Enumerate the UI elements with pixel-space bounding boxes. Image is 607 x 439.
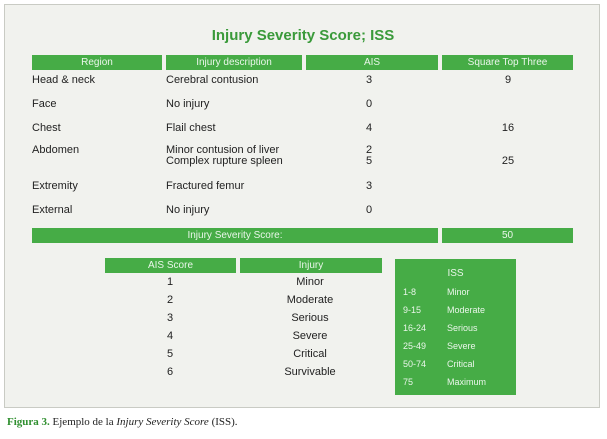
figure-panel [4,4,600,408]
iss-box-title: ISS [447,268,464,279]
ais-score-cell: 3 [166,312,174,324]
caption-figure-number: Figura 3. [7,416,50,428]
region-cell: Chest [32,122,61,134]
description-cell: Cerebral contusion [166,74,259,86]
iss-range: 1-8 [403,287,417,297]
iss-range: 25-49 [403,341,427,351]
ais-cell: 0 [365,204,373,216]
iss-total-label: Injury Severity Score: [32,228,438,243]
iss-range: 75 [403,377,414,387]
region-cell: Head & neck [32,74,95,86]
ais-score-cell: 1 [166,276,174,288]
figure-title: Injury Severity Score; ISS [211,27,395,44]
injury-level-cell: Serious [291,312,329,324]
injury-level-cell: Severe [292,330,328,342]
description-cell: No injury [166,204,210,216]
header-ais: AIS [306,55,438,70]
iss-range-label: Minor [447,287,470,297]
ais-score-cell: 6 [166,366,174,378]
ais-score-cell: 4 [166,330,174,342]
description-cell: Minor contusion of liver [166,144,280,156]
iss-range-label: Maximum [447,377,487,387]
description-cell: Fractured femur [166,180,245,192]
ais-score-cell: 5 [166,348,174,360]
ais-score-cell: 2 [166,294,174,306]
ais-cell: 2 [365,144,373,156]
header-square-top-three: Square Top Three [442,55,573,70]
square-cell: 9 [504,74,512,86]
region-cell: Face [32,98,57,110]
header-ais-score: AIS Score [105,258,236,273]
iss-range-label: Serious [447,323,478,333]
iss-range-label: Moderate [447,305,486,315]
injury-level-cell: Moderate [286,294,334,306]
square-cell: 16 [501,122,515,134]
iss-range-label: Critical [447,359,475,369]
region-cell: External [32,204,73,216]
ais-cell: 3 [365,74,373,86]
injury-level-cell: Critical [293,348,327,360]
caption-text-end: (ISS). [208,416,238,428]
ais-cell: 3 [365,180,373,192]
ais-cell: 0 [365,98,373,110]
iss-range: 9-15 [403,305,422,315]
iss-total-value: 50 [442,228,573,243]
ais-cell: 4 [365,122,373,134]
description-cell: Complex rupture spleen [166,155,283,167]
header-injury: Injury [240,258,382,273]
description-cell: No injury [166,98,210,110]
ais-cell: 5 [365,155,373,167]
header-injury-description: Injury description [166,55,302,70]
injury-level-cell: Survivable [284,366,336,378]
caption-italic-text: Injury Severity Score [116,416,209,428]
square-cell: 25 [501,155,515,167]
figure-caption [7,416,238,428]
header-region: Region [32,55,162,70]
iss-range: 16-24 [403,323,427,333]
region-cell: Extremity [32,180,78,192]
injury-level-cell: Minor [296,276,324,288]
iss-range-label: Severe [447,341,476,351]
region-cell: Abdomen [32,144,80,156]
iss-range-box [395,259,516,395]
iss-range: 50-74 [403,359,427,369]
description-cell: Flail chest [166,122,216,134]
caption-text: Ejemplo de la [49,416,117,428]
